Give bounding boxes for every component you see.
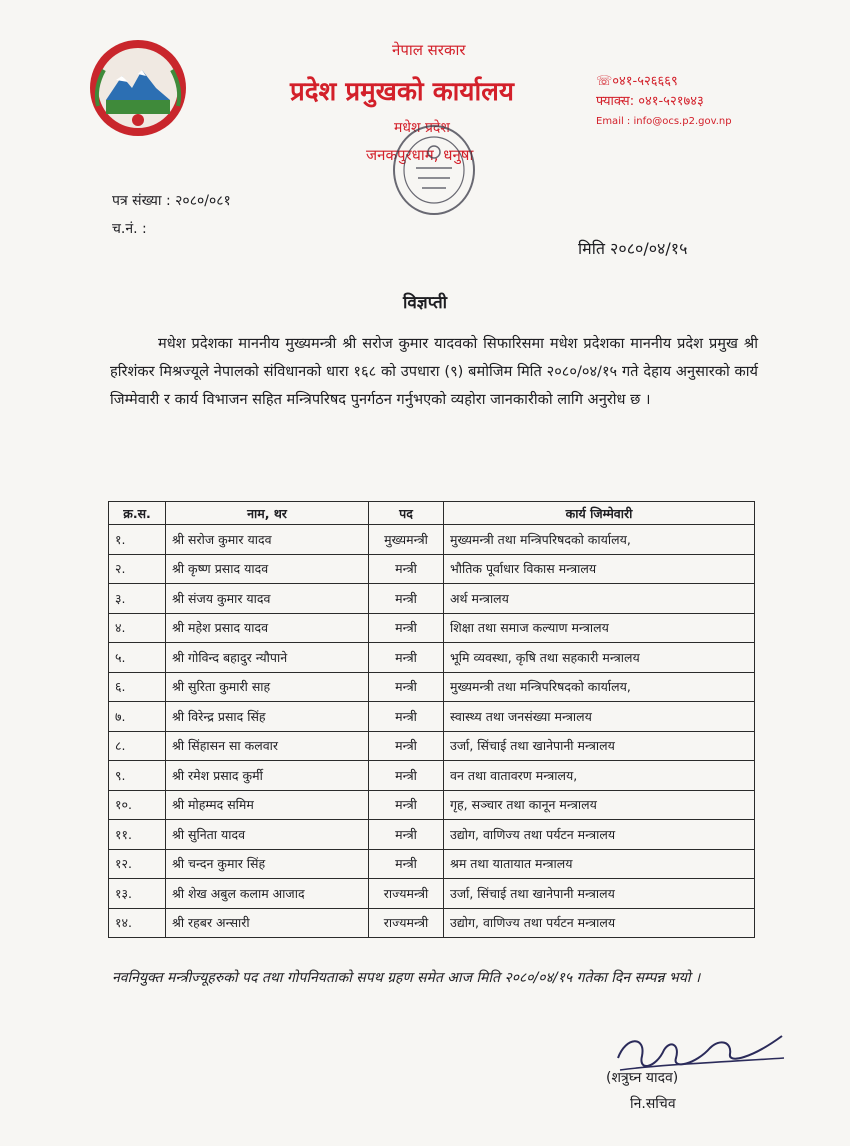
responsibility-cell: श्रम तथा यातायात मन्त्रालय bbox=[444, 849, 755, 879]
table-row bbox=[109, 820, 755, 850]
table-row bbox=[109, 672, 755, 702]
responsibility-cell: मुख्यमन्त्री तथा मन्त्रिपरिषदको कार्यालय, bbox=[444, 672, 755, 702]
signer-name: (शत्रुघ्न यादव) bbox=[606, 1070, 679, 1086]
post-cell: मन्त्री bbox=[369, 761, 444, 791]
table-row bbox=[109, 879, 755, 909]
dispatch-number: च.नं. : bbox=[112, 221, 147, 237]
signer-designation: नि.सचिव bbox=[630, 1096, 676, 1112]
serial-cell: ९. bbox=[109, 761, 166, 791]
table-row bbox=[109, 584, 755, 614]
serial-cell: ३. bbox=[109, 584, 166, 614]
serial-cell: ५. bbox=[109, 643, 166, 673]
name-cell: श्री रहबर अन्सारी bbox=[166, 908, 369, 938]
name-cell: श्री सिंहासन सा कलवार bbox=[166, 731, 369, 761]
responsibility-cell: शिक्षा तथा समाज कल्याण मन्त्रालय bbox=[444, 613, 755, 643]
responsibility-cell: भौतिक पूर्वाधार विकास मन्त्रालय bbox=[444, 554, 755, 584]
email-address: Email : info@ocs.p2.gov.np bbox=[596, 116, 732, 127]
letter-meta bbox=[112, 187, 231, 243]
header-responsibility: कार्य जिम्मेवारी bbox=[444, 502, 755, 525]
name-cell: श्री विरेन्द्र प्रसाद सिंह bbox=[166, 702, 369, 732]
header-serial: क्र.स. bbox=[109, 502, 166, 525]
name-cell: श्री गोविन्द बहादुर न्यौपाने bbox=[166, 643, 369, 673]
post-cell: मन्त्री bbox=[369, 820, 444, 850]
name-cell: श्री कृष्ण प्रसाद यादव bbox=[166, 554, 369, 584]
serial-cell: १०. bbox=[109, 790, 166, 820]
province-name: मधेश प्रदेश bbox=[394, 120, 450, 136]
table-row bbox=[109, 554, 755, 584]
serial-cell: ८. bbox=[109, 731, 166, 761]
responsibility-cell: स्वास्थ्य तथा जनसंख्या मन्त्रालय bbox=[444, 702, 755, 732]
responsibility-cell: मुख्यमन्त्री तथा मन्त्रिपरिषदको कार्यालय, bbox=[444, 525, 755, 555]
name-cell: श्री रमेश प्रसाद कुर्मी bbox=[166, 761, 369, 791]
city-name: जनकपुरधाम, धनुषा bbox=[366, 146, 474, 164]
responsibility-cell: भूमि व्यवस्था, कृषि तथा सहकारी मन्त्रालय bbox=[444, 643, 755, 673]
serial-cell: ७. bbox=[109, 702, 166, 732]
table-row bbox=[109, 790, 755, 820]
responsibility-cell: अर्थ मन्त्रालय bbox=[444, 584, 755, 614]
contact-block bbox=[596, 72, 732, 132]
post-cell: मन्त्री bbox=[369, 849, 444, 879]
name-cell: श्री महेश प्रसाद यादव bbox=[166, 613, 369, 643]
responsibility-cell: गृह, सञ्चार तथा कानून मन्त्रालय bbox=[444, 790, 755, 820]
table-row bbox=[109, 761, 755, 791]
fax-number: फ्याक्स: ०४१-५२१७४३ bbox=[596, 94, 704, 109]
responsibility-cell: उर्जा, सिंचाई तथा खानेपानी मन्त्रालय bbox=[444, 731, 755, 761]
table-header-row bbox=[109, 502, 755, 525]
phone-number: ☏०४१-५२६६६९ bbox=[596, 74, 678, 89]
post-cell: राज्यमन्त्री bbox=[369, 879, 444, 909]
table-row bbox=[109, 731, 755, 761]
letter-number: पत्र संख्या : २०८०/०८१ bbox=[112, 193, 231, 209]
notice-title: विज्ञप्ती bbox=[402, 293, 448, 313]
table-row bbox=[109, 643, 755, 673]
serial-cell: ४. bbox=[109, 613, 166, 643]
name-cell: श्री संजय कुमार यादव bbox=[166, 584, 369, 614]
cabinet-table bbox=[108, 501, 755, 938]
letter-date: मिति २०८०/०४/१५ bbox=[578, 239, 688, 258]
header-post: पद bbox=[369, 502, 444, 525]
serial-cell: १३. bbox=[109, 879, 166, 909]
office-seal-stamp bbox=[386, 118, 482, 218]
post-cell: मन्त्री bbox=[369, 643, 444, 673]
post-cell: मन्त्री bbox=[369, 790, 444, 820]
serial-cell: १४. bbox=[109, 908, 166, 938]
serial-cell: १२. bbox=[109, 849, 166, 879]
government-name: नेपाल सरकार bbox=[392, 41, 466, 59]
responsibility-cell: उद्योग, वाणिज्य तथा पर्यटन मन्त्रालय bbox=[444, 820, 755, 850]
table-row bbox=[109, 613, 755, 643]
name-cell: श्री सरोज कुमार यादव bbox=[166, 525, 369, 555]
post-cell: मन्त्री bbox=[369, 613, 444, 643]
table-row bbox=[109, 702, 755, 732]
notice-body: मधेश प्रदेशका माननीय मुख्यमन्त्री श्री सरोज कुमार यादवको सिफारिसमा मधेश प्रदेशका माननीय प्रदेश प्रमुख श्री हरिशंकर मिश्रज्यूले नेपालको संविधानको धारा १६८ को उपधारा (९) बमोजिम मिति २०८०/०४/१५ गते देहाय अनुसारको कार्य जिम्मेवारी र कार्य विभाजन सहित मन्त्रिपरिषद पुनर्गठन गर्नुभएको व्यहोरा जानकारीको लागि अनुरोध छ । bbox=[110, 335, 758, 408]
header-name: नाम, थर bbox=[166, 502, 369, 525]
responsibility-cell: उर्जा, सिंचाई तथा खानेपानी मन्त्रालय bbox=[444, 879, 755, 909]
serial-cell: ६. bbox=[109, 672, 166, 702]
post-cell: मन्त्री bbox=[369, 702, 444, 732]
post-cell: मुख्यमन्त्री bbox=[369, 525, 444, 555]
post-cell: मन्त्री bbox=[369, 584, 444, 614]
name-cell: श्री चन्दन कुमार सिंह bbox=[166, 849, 369, 879]
name-cell: श्री सुरिता कुमारी साह bbox=[166, 672, 369, 702]
table-row bbox=[109, 849, 755, 879]
post-cell: मन्त्री bbox=[369, 731, 444, 761]
table-body bbox=[109, 525, 755, 938]
table-row bbox=[109, 525, 755, 555]
name-cell: श्री सुनिता यादव bbox=[166, 820, 369, 850]
serial-cell: ११. bbox=[109, 820, 166, 850]
serial-cell: १. bbox=[109, 525, 166, 555]
name-cell: श्री मोहम्मद समिम bbox=[166, 790, 369, 820]
serial-cell: २. bbox=[109, 554, 166, 584]
footer-note: नवनियुक्त मन्त्रीज्यूहरुको पद तथा गोपनियताको सपथ ग्रहण समेत आज मिति २०८०/०४/१५ गतेका दिन सम्पन्न भयो । bbox=[112, 970, 701, 986]
post-cell: मन्त्री bbox=[369, 554, 444, 584]
office-name: प्रदेश प्रमुखको कार्यालय bbox=[290, 77, 514, 107]
nepal-emblem-icon bbox=[86, 36, 190, 140]
responsibility-cell: वन तथा वातावरण मन्त्रालय, bbox=[444, 761, 755, 791]
table-row bbox=[109, 908, 755, 938]
name-cell: श्री शेख अबुल कलाम आजाद bbox=[166, 879, 369, 909]
responsibility-cell: उद्योग, वाणिज्य तथा पर्यटन मन्त्रालय bbox=[444, 908, 755, 938]
post-cell: मन्त्री bbox=[369, 672, 444, 702]
post-cell: राज्यमन्त्री bbox=[369, 908, 444, 938]
